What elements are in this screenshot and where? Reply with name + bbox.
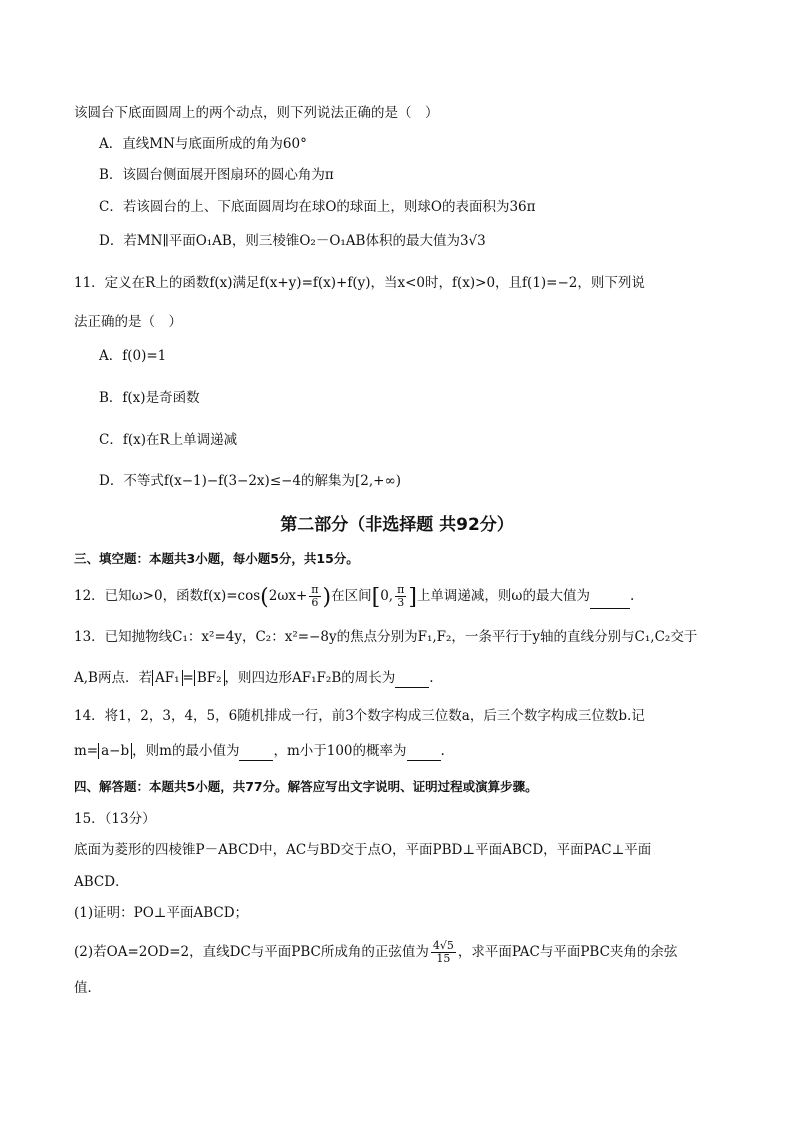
q12-fraction-1 — [309, 584, 320, 609]
q14-text-b: ，则m的最小值为 — [132, 743, 240, 759]
q11-stem-line1: 11．定义在R上的函数f(x)满足f(x+y)=f(x)+f(y)，当x<0时，f(x)>0，且f(1)=−2，则下列说 — [74, 275, 645, 291]
q12-frac2-num: π — [397, 583, 405, 596]
q10-option-a: A．直线MN与底面所成的角为60° — [99, 136, 307, 152]
bracket-close: ] — [408, 585, 417, 610]
q12-fraction-2 — [395, 584, 406, 609]
q14-stem-line1: 14．将1，2，3，4，5，6随机排成一行，前3个数字构成三位数a，后三个数字构成三位数b.记 — [74, 708, 645, 724]
q11-option-d: D．不等式f(x−1)−f(3−2x)≤−4的解集为[2,+∞) — [99, 473, 401, 489]
q13-text-a: A,B两点．若 — [74, 670, 152, 686]
q12-text-e: 上单调递减，则ω的最大值为 — [416, 588, 590, 604]
q12-frac1-num: π — [311, 583, 319, 596]
q15-stem-line2: ABCD． — [74, 874, 129, 890]
q15-text-a: (2)若OA=2OD=2，直线DC与平面PBC所成角的正弦值为 — [74, 944, 429, 960]
q12-answer-blank[interactable] — [590, 608, 630, 609]
q13-answer-blank[interactable] — [395, 687, 429, 688]
q11-stem-line2: 法正确的是（ ） — [74, 314, 182, 330]
q12-frac2-den: 3 — [397, 596, 405, 609]
q12-text-c: 在区间 — [331, 588, 372, 604]
q12-end: . — [629, 588, 635, 604]
q13-end: . — [429, 670, 434, 686]
q14-text-a: m= — [74, 743, 99, 759]
q12-frac1-den: 6 — [311, 596, 319, 609]
q15-heading: 15．（13分） — [74, 811, 156, 827]
q14-end: . — [440, 743, 445, 759]
q10-option-c: C．若该圆台的上、下底面圆周均在球O的球面上，则球O的表面积为36π — [99, 199, 536, 215]
q15-frac-den: 15 — [436, 952, 451, 965]
paren-close: ) — [322, 585, 332, 610]
q15-stem-line1: 底面为菱形的四棱锥P－ABCD中，AC与BD交于点O，平面PBD⊥平面ABCD，平面PAC⊥平面 — [74, 842, 652, 858]
q12-text-b: 2ωx+ — [268, 588, 308, 604]
q13-abs-bf2: BF₂ — [194, 670, 225, 686]
q10-stem-tail: 该圆台下底面圆周上的两个动点，则下列说法正确的是（ ） — [74, 105, 439, 121]
q15-part2-line2: 值． — [74, 980, 101, 996]
q12-text-a: 12．已知ω>0，函数f(x)=cos — [74, 588, 261, 604]
q10-option-b: B．该圆台侧面展开图扇环的圆心角为π — [99, 167, 334, 183]
section4-heading: 四、解答题：本题共5小题，共77分。解答应写出文字说明、证明过程或演算步骤。 — [74, 779, 538, 794]
q11-option-a: A．f(0)=1 — [99, 348, 167, 364]
q13-abs-af1: AF₁ — [152, 670, 183, 686]
q13-stem-line1: 13．已知抛物线C₁：x²=4y，C₂：x²=−8y的焦点分别为F₁,F₂，一条平行于y轴的直线分别与C₁,C₂交于 — [74, 629, 698, 645]
q14-abs: a−b — [98, 743, 132, 759]
q14-stem-line2 — [74, 741, 445, 761]
q15-fraction — [431, 940, 456, 965]
q12-stem — [74, 584, 634, 609]
q11-option-c: C．f(x)在R上单调递减 — [99, 432, 238, 448]
q15-part2-line1 — [74, 940, 677, 965]
q14-answer-blank-1[interactable] — [239, 760, 273, 761]
q14-answer-blank-2[interactable] — [407, 760, 441, 761]
q13-eq: = — [182, 670, 194, 686]
q14-text-c: ，m小于100的概率为 — [273, 743, 407, 759]
q13-text-b: ，则四边形AF₁F₂B的周长为 — [224, 670, 396, 686]
paren-open: ( — [260, 585, 269, 610]
q11-option-b: B．f(x)是奇函数 — [99, 390, 200, 406]
q15-text-b: ，求平面PAC与平面PBC夹角的余弦 — [457, 944, 678, 960]
q15-part1: (1)证明：PO⊥平面ABCD； — [74, 905, 249, 921]
q10-option-d: D．若MN∥平面O₁AB，则三棱锥O₂－O₁AB体积的最大值为3√3 — [99, 233, 486, 249]
part2-title: 第二部分（非选择题 共92分） — [280, 515, 514, 535]
bracket-open: [ — [371, 585, 381, 610]
q15-frac-num: 4√5 — [432, 939, 454, 952]
q12-text-d: 0, — [380, 588, 394, 604]
section3-heading: 三、填空题：本题共3小题，每小题5分，共15分。 — [74, 551, 359, 566]
q13-stem-line2 — [74, 668, 434, 688]
